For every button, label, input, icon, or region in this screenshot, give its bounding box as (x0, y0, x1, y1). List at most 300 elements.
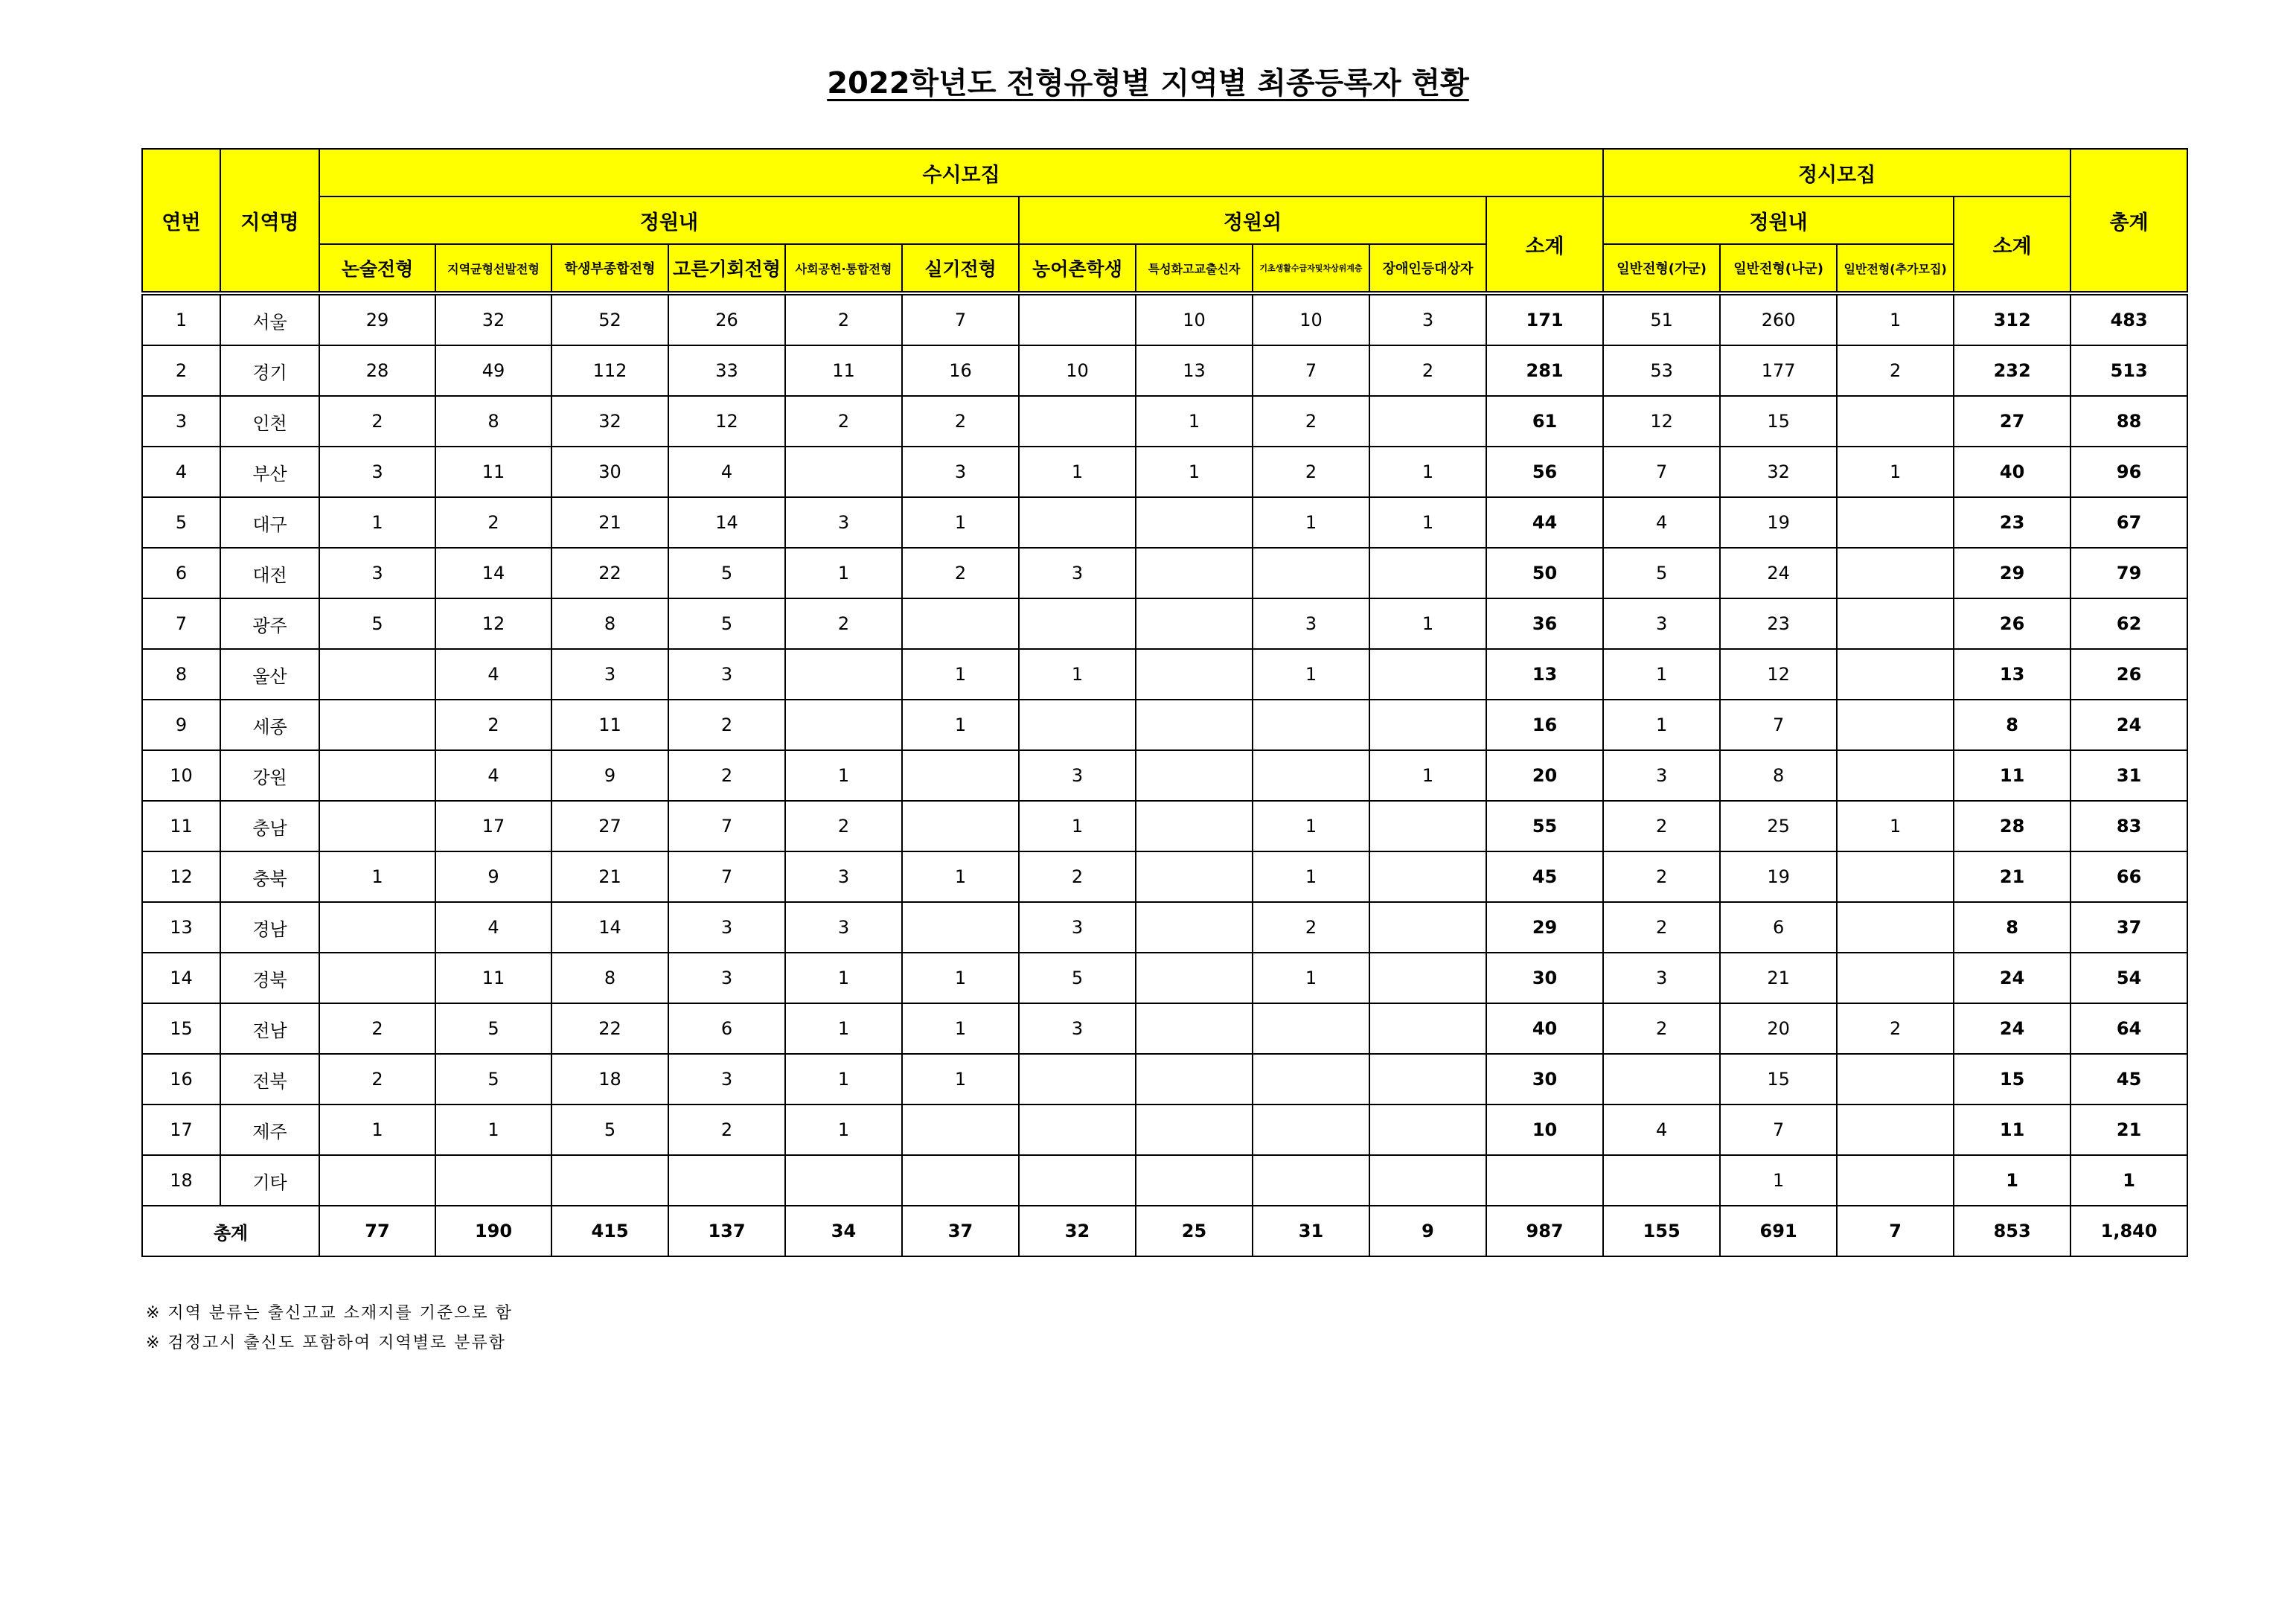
table-cell (785, 649, 902, 700)
page-title: 2022학년도 전형유형별 지역별 최종등록자 현황 (827, 66, 1469, 100)
table-cell: 11 (551, 700, 668, 750)
table-cell: 4 (435, 750, 551, 801)
table-cell: 26 (1954, 598, 2070, 649)
table-cell: 49 (435, 345, 551, 396)
table-cell: 3 (785, 902, 902, 953)
table-cell: 1 (319, 1104, 435, 1155)
table-cell (1019, 598, 1136, 649)
total-cell: 415 (551, 1206, 668, 1256)
table-cell: 31 (2070, 750, 2187, 801)
table-cell: 7 (668, 801, 785, 851)
table-cell: 1 (1369, 598, 1486, 649)
table-cell: 1 (435, 1104, 551, 1155)
table-cell: 23 (1954, 497, 2070, 548)
total-cell: 853 (1954, 1206, 2070, 1256)
table-cell: 10 (1136, 293, 1253, 345)
table-cell: 18 (551, 1054, 668, 1104)
table-cell (319, 750, 435, 801)
table-cell (1837, 396, 1954, 447)
table-cell: 1 (319, 851, 435, 902)
table-cell: 11 (435, 953, 551, 1003)
table-cell: 61 (1486, 396, 1603, 447)
table-cell (1136, 1155, 1253, 1206)
header-grand-total: 총계 (2070, 149, 2187, 293)
table-cell (1837, 750, 1954, 801)
registration-table (141, 148, 2188, 1257)
table-cell (1019, 293, 1136, 345)
table-cell: 3 (1019, 548, 1136, 598)
table-cell: 9 (435, 851, 551, 902)
table-cell: 7 (902, 293, 1019, 345)
table-row (142, 1054, 2187, 1104)
table-cell: 3 (1603, 598, 1720, 649)
table-cell (1019, 700, 1136, 750)
table-cell: 3 (1019, 1003, 1136, 1054)
table-cell: 36 (1486, 598, 1603, 649)
table-cell (319, 649, 435, 700)
table-cell: 3 (1369, 293, 1486, 345)
table-cell: 2 (319, 396, 435, 447)
table-cell: 33 (668, 345, 785, 396)
table-cell: 1 (1837, 801, 1954, 851)
row-region: 경남 (220, 902, 319, 953)
table-cell (1253, 1104, 1369, 1155)
table-cell: 5 (551, 1104, 668, 1155)
table-cell: 3 (1019, 750, 1136, 801)
table-cell: 28 (1954, 801, 2070, 851)
table-cell (1136, 750, 1253, 801)
table-cell: 88 (2070, 396, 2187, 447)
table-cell: 1 (1019, 447, 1136, 497)
table-cell: 3 (668, 649, 785, 700)
row-no: 15 (142, 1003, 220, 1054)
table-cell: 15 (1720, 1054, 1837, 1104)
table-cell: 50 (1486, 548, 1603, 598)
table-cell (902, 1104, 1019, 1155)
table-cell: 21 (2070, 1104, 2187, 1155)
table-cell: 52 (551, 293, 668, 345)
row-region: 경기 (220, 345, 319, 396)
table-cell: 1 (1253, 801, 1369, 851)
table-cell (1136, 700, 1253, 750)
table-cell: 281 (1486, 345, 1603, 396)
table-cell (1369, 1054, 1486, 1104)
table-cell: 30 (1486, 953, 1603, 1003)
header-susi: 수시모집 (319, 149, 1603, 196)
table-cell (902, 598, 1019, 649)
table-cell: 14 (668, 497, 785, 548)
header-col: 실기전형 (902, 244, 1019, 293)
table-cell: 23 (1720, 598, 1837, 649)
table-cell: 1 (902, 1054, 1019, 1104)
table-cell: 5 (319, 598, 435, 649)
table-row (142, 750, 2187, 801)
table-cell: 32 (435, 293, 551, 345)
table-cell: 4 (1603, 497, 1720, 548)
table-cell: 11 (785, 345, 902, 396)
table-cell: 1 (785, 1003, 902, 1054)
table-cell (1837, 700, 1954, 750)
row-region: 대전 (220, 548, 319, 598)
table-cell: 1 (2070, 1155, 2187, 1206)
header-col: 일반전형(추가모집) (1837, 244, 1954, 293)
table-cell (1603, 1054, 1720, 1104)
table-cell (1019, 396, 1136, 447)
table-cell: 2 (1369, 345, 1486, 396)
table-cell: 483 (2070, 293, 2187, 345)
table-cell: 1 (1837, 447, 1954, 497)
table-cell: 1 (902, 497, 1019, 548)
table-cell: 4 (435, 902, 551, 953)
table-cell (1253, 1155, 1369, 1206)
table-cell: 67 (2070, 497, 2187, 548)
table-cell: 22 (551, 548, 668, 598)
table-cell: 53 (1603, 345, 1720, 396)
total-cell: 25 (1136, 1206, 1253, 1256)
table-cell: 8 (435, 396, 551, 447)
table-cell (1136, 548, 1253, 598)
total-cell: 190 (435, 1206, 551, 1256)
table-cell: 40 (1954, 447, 2070, 497)
table-cell: 1 (1253, 953, 1369, 1003)
table-cell: 12 (1603, 396, 1720, 447)
table-cell: 40 (1486, 1003, 1603, 1054)
table-cell: 30 (551, 447, 668, 497)
header-susi-subtotal: 소계 (1486, 196, 1603, 293)
table-cell: 1 (1720, 1155, 1837, 1206)
table-cell: 8 (1954, 700, 2070, 750)
table-cell: 260 (1720, 293, 1837, 345)
header-col: 일반전형(가군) (1603, 244, 1720, 293)
table-cell: 44 (1486, 497, 1603, 548)
table-cell: 513 (2070, 345, 2187, 396)
table-body (142, 293, 2187, 1256)
table-cell: 1 (785, 750, 902, 801)
footnote: ※ 검정고시 출신도 포함하여 지역별로 분류함 (146, 1334, 506, 1352)
table-cell: 3 (1603, 750, 1720, 801)
table-cell (785, 700, 902, 750)
table-row (142, 851, 2187, 902)
row-region: 강원 (220, 750, 319, 801)
table-row (142, 548, 2187, 598)
table-cell: 1 (319, 497, 435, 548)
table-cell: 3 (1253, 598, 1369, 649)
table-cell: 11 (1954, 1104, 2070, 1155)
table-cell (1369, 851, 1486, 902)
table-cell: 3 (785, 851, 902, 902)
table-cell: 19 (1720, 851, 1837, 902)
table-cell: 2 (1603, 851, 1720, 902)
table-cell (902, 902, 1019, 953)
table-cell: 1 (1253, 649, 1369, 700)
table-cell: 232 (1954, 345, 2070, 396)
header-col: 논술전형 (319, 244, 435, 293)
table-cell: 79 (2070, 548, 2187, 598)
row-no: 18 (142, 1155, 220, 1206)
table-row (142, 497, 2187, 548)
header-col: 장애인등대상자 (1369, 244, 1486, 293)
table-cell: 2 (319, 1054, 435, 1104)
table-cell: 2 (435, 497, 551, 548)
header-susi-out: 정원외 (1019, 196, 1486, 244)
table-cell (1603, 1155, 1720, 1206)
table-cell: 15 (1954, 1054, 2070, 1104)
table-cell: 8 (551, 953, 668, 1003)
table-cell: 11 (435, 447, 551, 497)
table-cell (1369, 396, 1486, 447)
table-cell (1136, 598, 1253, 649)
table-cell (1253, 700, 1369, 750)
table-row (142, 700, 2187, 750)
total-cell: 155 (1603, 1206, 1720, 1256)
row-no: 16 (142, 1054, 220, 1104)
footnotes (146, 1299, 513, 1358)
table-cell: 13 (1136, 345, 1253, 396)
row-no: 7 (142, 598, 220, 649)
table-cell (1369, 1104, 1486, 1155)
table-cell: 21 (1954, 851, 2070, 902)
table-cell: 1 (1603, 649, 1720, 700)
table-cell (1136, 649, 1253, 700)
table-cell: 1 (902, 953, 1019, 1003)
row-no: 2 (142, 345, 220, 396)
table-cell: 3 (785, 497, 902, 548)
table-cell: 1 (1369, 497, 1486, 548)
table-cell (1369, 801, 1486, 851)
table-cell: 3 (668, 953, 785, 1003)
table-cell: 2 (1603, 801, 1720, 851)
total-cell: 137 (668, 1206, 785, 1256)
table-cell: 29 (1954, 548, 2070, 598)
table-cell (1837, 649, 1954, 700)
table-row (142, 1104, 2187, 1155)
row-no: 12 (142, 851, 220, 902)
header-jeongsi-in: 정원내 (1603, 196, 1954, 244)
header-col: 지역균형선발전형 (435, 244, 551, 293)
table-cell: 1 (785, 1104, 902, 1155)
table-cell: 2 (1253, 447, 1369, 497)
table-cell: 24 (1954, 1003, 2070, 1054)
header-col: 특성화고교출신자 (1136, 244, 1253, 293)
total-cell: 7 (1837, 1206, 1954, 1256)
table-row (142, 598, 2187, 649)
table-cell: 8 (1954, 902, 2070, 953)
table-cell: 1 (1954, 1155, 2070, 1206)
table-cell: 112 (551, 345, 668, 396)
table-cell: 1 (1253, 851, 1369, 902)
table-cell (1136, 497, 1253, 548)
table-cell (1369, 548, 1486, 598)
row-region: 인천 (220, 396, 319, 447)
table-cell: 3 (551, 649, 668, 700)
table-cell (1369, 1155, 1486, 1206)
table-cell: 8 (551, 598, 668, 649)
table-cell (319, 902, 435, 953)
table-cell: 96 (2070, 447, 2187, 497)
header-region: 지역명 (220, 149, 319, 293)
table-cell (1837, 598, 1954, 649)
table-cell (551, 1155, 668, 1206)
table-cell: 24 (1720, 548, 1837, 598)
table-cell: 21 (1720, 953, 1837, 1003)
table-cell: 2 (785, 598, 902, 649)
table-cell: 10 (1486, 1104, 1603, 1155)
row-region: 경북 (220, 953, 319, 1003)
row-no: 14 (142, 953, 220, 1003)
table-cell: 312 (1954, 293, 2070, 345)
table-cell: 177 (1720, 345, 1837, 396)
table-cell: 27 (551, 801, 668, 851)
table-cell: 29 (319, 293, 435, 345)
table-cell: 1 (1837, 293, 1954, 345)
table-cell: 2 (1603, 902, 1720, 953)
table-cell: 2 (1837, 1003, 1954, 1054)
header-jeongsi: 정시모집 (1603, 149, 2070, 196)
table-cell: 11 (1954, 750, 2070, 801)
header-col: 학생부종합전형 (551, 244, 668, 293)
table-cell: 2 (902, 396, 1019, 447)
table-cell: 12 (1720, 649, 1837, 700)
table-cell: 37 (2070, 902, 2187, 953)
table-cell: 17 (435, 801, 551, 851)
table-cell (1837, 1104, 1954, 1155)
table-cell: 7 (1253, 345, 1369, 396)
table-cell: 56 (1486, 447, 1603, 497)
table-cell: 45 (2070, 1054, 2187, 1104)
table-cell (1136, 851, 1253, 902)
row-region: 부산 (220, 447, 319, 497)
table-cell: 27 (1954, 396, 2070, 447)
table-cell (1837, 548, 1954, 598)
header-col: 일반전형(나군) (1720, 244, 1837, 293)
row-region: 전남 (220, 1003, 319, 1054)
table-cell: 10 (1019, 345, 1136, 396)
table-cell: 12 (668, 396, 785, 447)
table-cell: 5 (1603, 548, 1720, 598)
table-cell (1837, 1054, 1954, 1104)
header-col: 농어촌학생 (1019, 244, 1136, 293)
header-susi-in: 정원내 (319, 196, 1019, 244)
header-no: 연번 (142, 149, 220, 293)
total-cell: 34 (785, 1206, 902, 1256)
table-cell: 171 (1486, 293, 1603, 345)
table-cell (1253, 1003, 1369, 1054)
table-cell: 26 (2070, 649, 2187, 700)
table-cell: 3 (668, 902, 785, 953)
row-no: 13 (142, 902, 220, 953)
table-cell (1369, 700, 1486, 750)
table-cell: 7 (1720, 1104, 1837, 1155)
table-cell (1019, 1104, 1136, 1155)
table-cell: 10 (1253, 293, 1369, 345)
table-cell: 5 (668, 548, 785, 598)
table-cell (1136, 902, 1253, 953)
table-cell (1837, 851, 1954, 902)
row-region: 충북 (220, 851, 319, 902)
table-cell: 4 (668, 447, 785, 497)
table-cell: 2 (668, 700, 785, 750)
table-cell: 20 (1486, 750, 1603, 801)
table-cell (1136, 801, 1253, 851)
total-cell: 37 (902, 1206, 1019, 1256)
table-row (142, 396, 2187, 447)
table-cell: 2 (1253, 396, 1369, 447)
table-cell: 83 (2070, 801, 2187, 851)
table-cell: 51 (1603, 293, 1720, 345)
table-cell: 45 (1486, 851, 1603, 902)
table-cell: 64 (2070, 1003, 2187, 1054)
table-cell: 1 (902, 700, 1019, 750)
header-col: 사회공헌·통합전형 (785, 244, 902, 293)
table-cell: 14 (435, 548, 551, 598)
row-no: 3 (142, 396, 220, 447)
table-cell: 9 (551, 750, 668, 801)
table-cell (1019, 497, 1136, 548)
table-cell: 1 (785, 953, 902, 1003)
table-cell: 1 (902, 649, 1019, 700)
header-jeongsi-subtotal: 소계 (1954, 196, 2070, 293)
row-no: 5 (142, 497, 220, 548)
table-cell: 30 (1486, 1054, 1603, 1104)
table-cell: 1 (1369, 447, 1486, 497)
table-cell: 3 (319, 447, 435, 497)
table-cell (1486, 1155, 1603, 1206)
table-cell: 1 (1603, 700, 1720, 750)
row-region: 충남 (220, 801, 319, 851)
table-cell (1837, 497, 1954, 548)
row-region: 울산 (220, 649, 319, 700)
table-cell: 2 (1019, 851, 1136, 902)
total-cell: 691 (1720, 1206, 1837, 1256)
table-cell: 26 (668, 293, 785, 345)
table-cell: 7 (668, 851, 785, 902)
row-no: 11 (142, 801, 220, 851)
table-cell: 29 (1486, 902, 1603, 953)
table-cell: 1 (1369, 750, 1486, 801)
row-no: 4 (142, 447, 220, 497)
table-row (142, 902, 2187, 953)
table-row (142, 1003, 2187, 1054)
table-cell (1369, 1003, 1486, 1054)
table-cell: 22 (551, 1003, 668, 1054)
table-cell: 3 (902, 447, 1019, 497)
table-cell (1136, 1003, 1253, 1054)
table-cell: 8 (1720, 750, 1837, 801)
table-cell: 7 (1603, 447, 1720, 497)
table-cell: 3 (319, 548, 435, 598)
table-cell (1837, 902, 1954, 953)
row-no: 17 (142, 1104, 220, 1155)
table-cell (319, 801, 435, 851)
table-cell (902, 1155, 1019, 1206)
table-cell: 1 (902, 1003, 1019, 1054)
row-region: 기타 (220, 1155, 319, 1206)
table-cell: 24 (1954, 953, 2070, 1003)
row-no: 6 (142, 548, 220, 598)
table-cell (1837, 1155, 1954, 1206)
table-cell: 4 (435, 649, 551, 700)
table-row (142, 1155, 2187, 1206)
table-cell: 3 (668, 1054, 785, 1104)
table-cell: 5 (435, 1054, 551, 1104)
table-cell (668, 1155, 785, 1206)
row-region: 전북 (220, 1054, 319, 1104)
table-cell: 4 (1603, 1104, 1720, 1155)
table-cell: 1 (1136, 396, 1253, 447)
table-cell: 1 (1136, 447, 1253, 497)
table-cell: 13 (1954, 649, 2070, 700)
table-cell (1369, 649, 1486, 700)
